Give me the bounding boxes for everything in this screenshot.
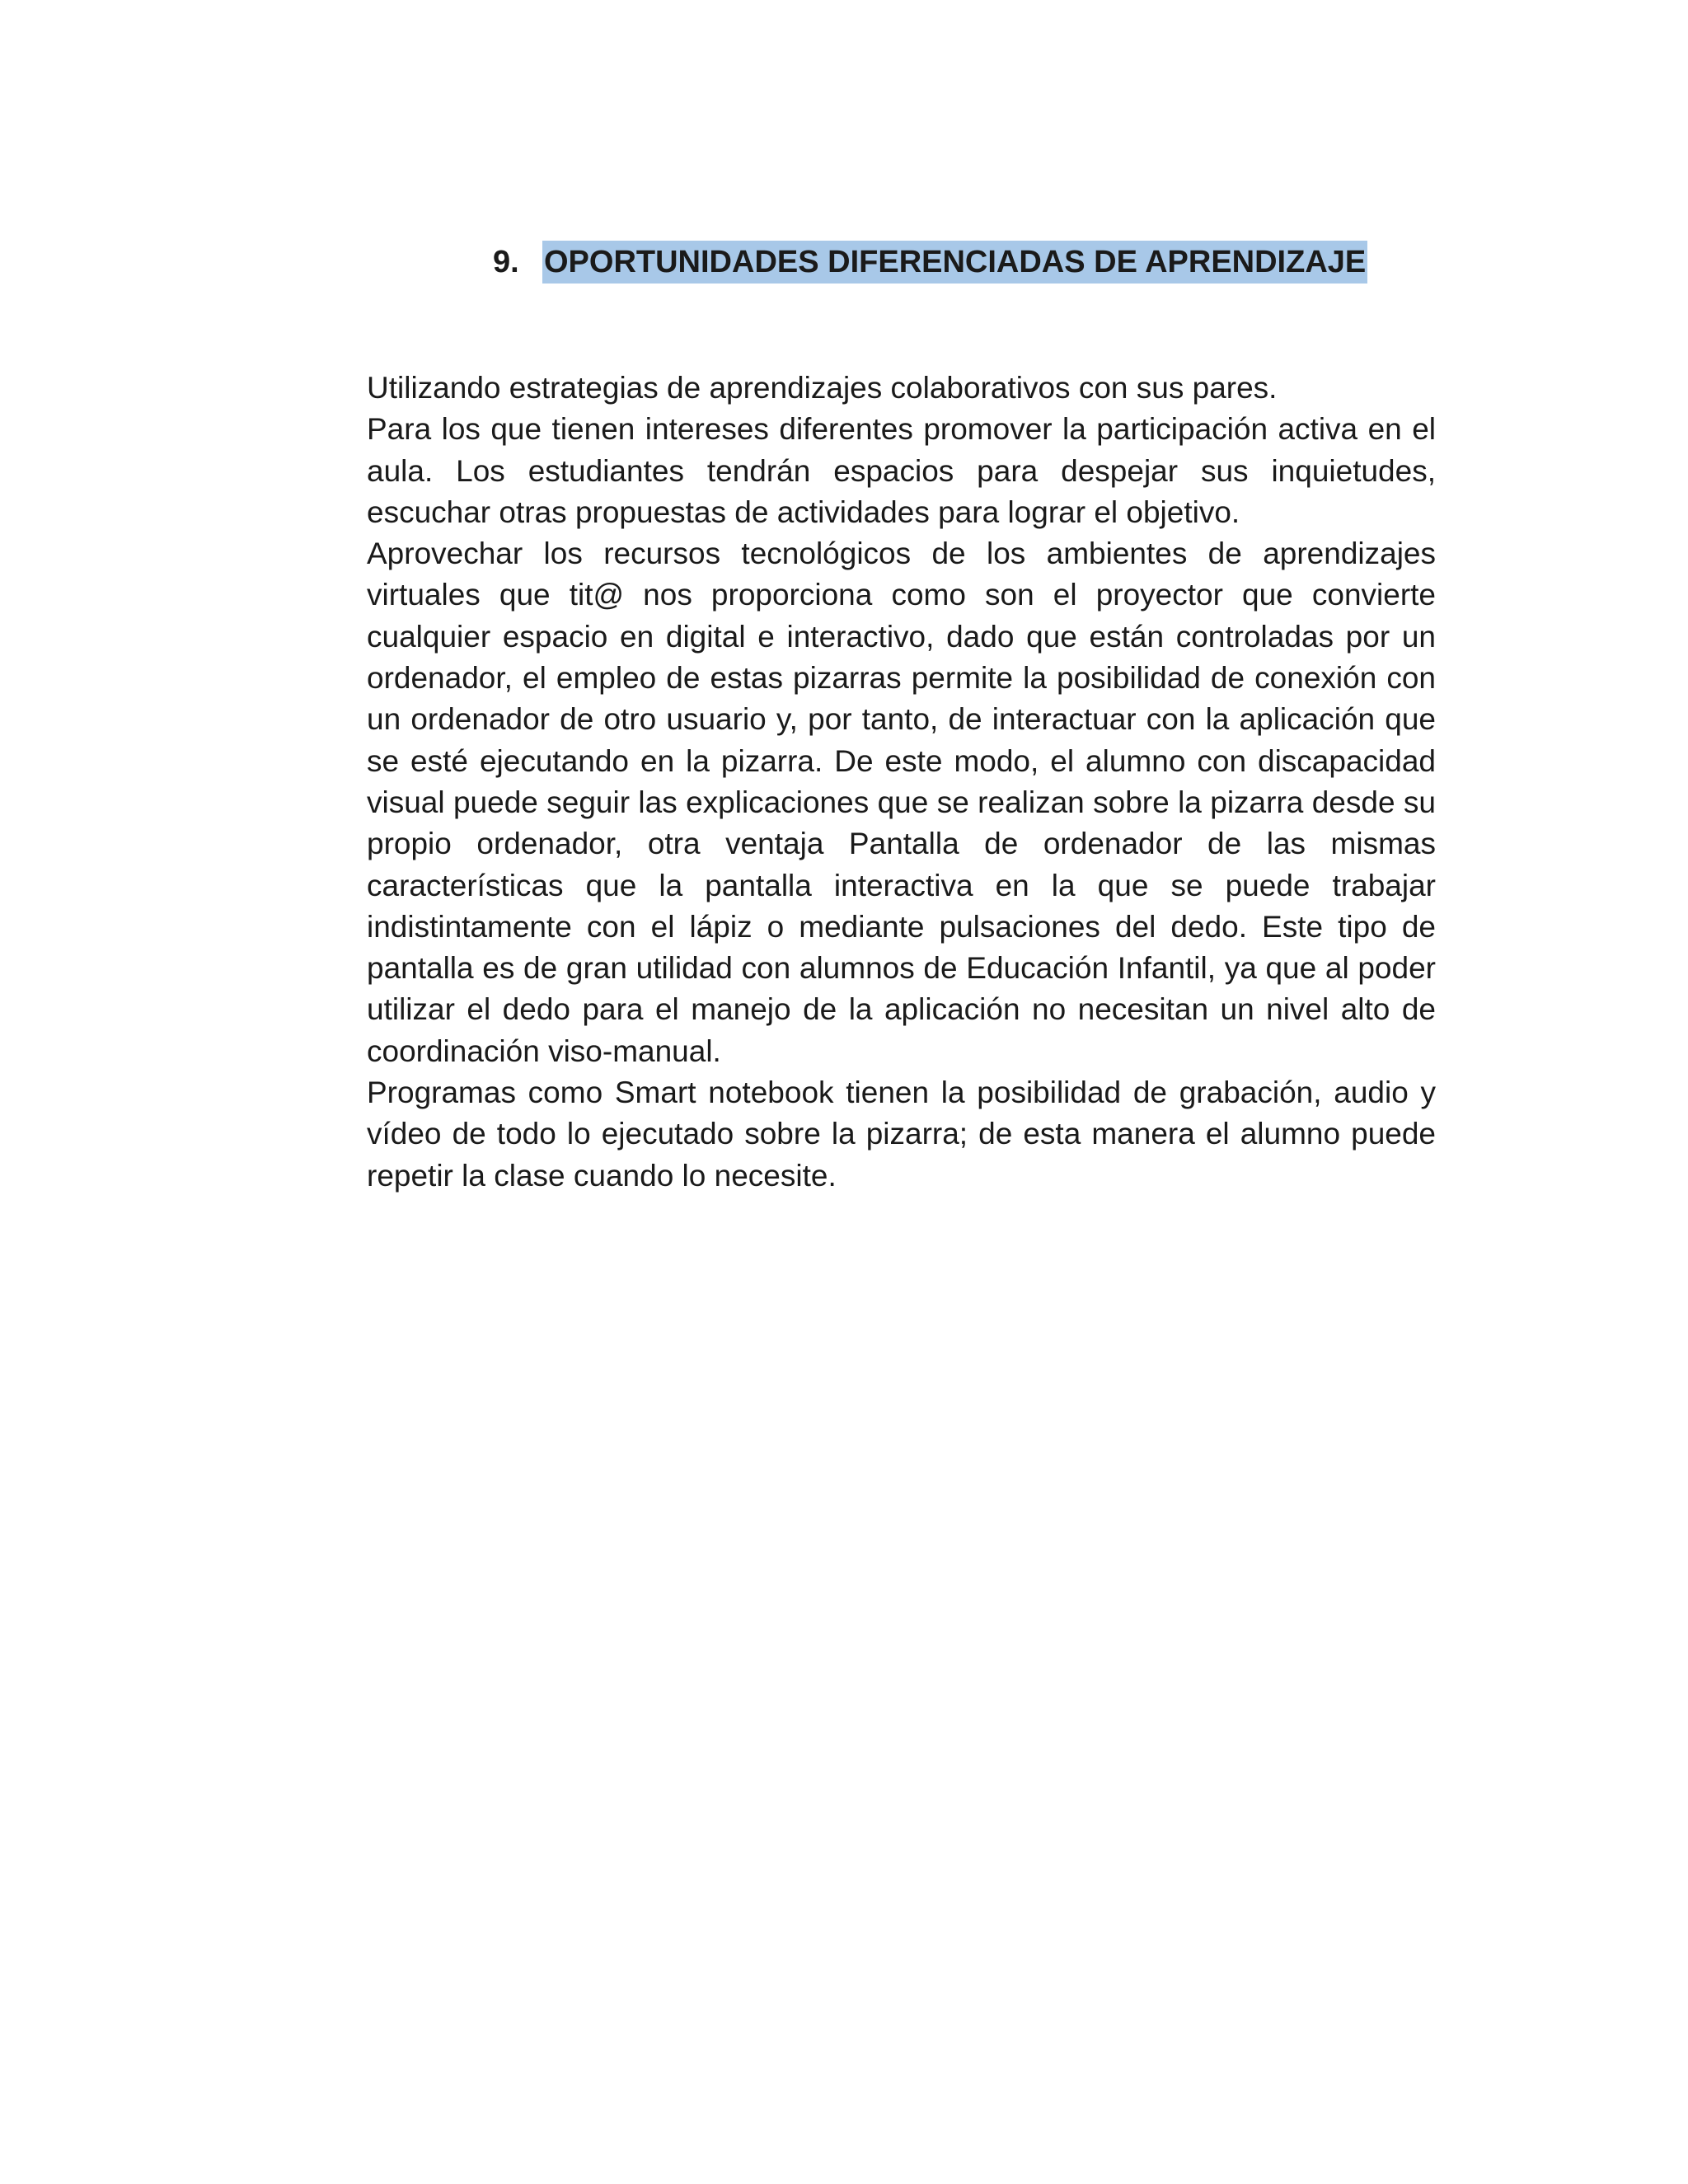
paragraph-technology-resources: Aprovechar los recursos tecnológicos de los ambientes de aprendizajes virtuales que tit@ nos proporciona como son el proyector que convierte cualquier espacio en digital e interactivo, dado que están controladas por un ordenador, el empleo de estas pizarras permite la posibilidad de conexión con un ordenador de otro usuario y, por tanto, de interactuar con la aplicación que se esté ejecutando en la pizarra. De este modo, el alumno con discapacidad visual puede seguir las explicaciones que se realizan sobre la pizarra desde su propio ordenador, otra ventaja Pantalla de ordenador de las mismas características que la pantalla interactiva en la que se puede trabajar indistintamente con el lápiz o mediante pulsaciones del dedo. Este tipo de pantalla es de gran utilidad con alumnos de Educación Infantil, ya que al poder utilizar el dedo para el manejo de la aplicación no necesitan un nivel alto de coordinación viso-manual.	[367, 537, 1436, 1068]
body-text	[367, 368, 1436, 1197]
paragraph-smart-notebook: Programas como Smart notebook tienen la posibilidad de grabación, audio y vídeo de todo lo ejecutado sobre la pizarra; de esta manera el alumno puede repetir la clase cuando lo necesite.	[367, 1076, 1436, 1193]
section-number: 9.	[493, 245, 519, 279]
paragraph-different-interests: Para los que tienen intereses diferentes promover la participación activa en el aula. Los estudiantes tendrán espacios para despejar sus inquietudes, escuchar otras propuestas de actividades para lograr el objetivo.	[367, 412, 1436, 529]
section-heading	[493, 241, 1367, 284]
section-title: OPORTUNIDADES DIFERENCIADAS DE APRENDIZAJE	[542, 241, 1367, 284]
paragraph-collaborative-strategies: Utilizando estrategias de aprendizajes colaborativos con sus pares.	[367, 371, 1278, 405]
